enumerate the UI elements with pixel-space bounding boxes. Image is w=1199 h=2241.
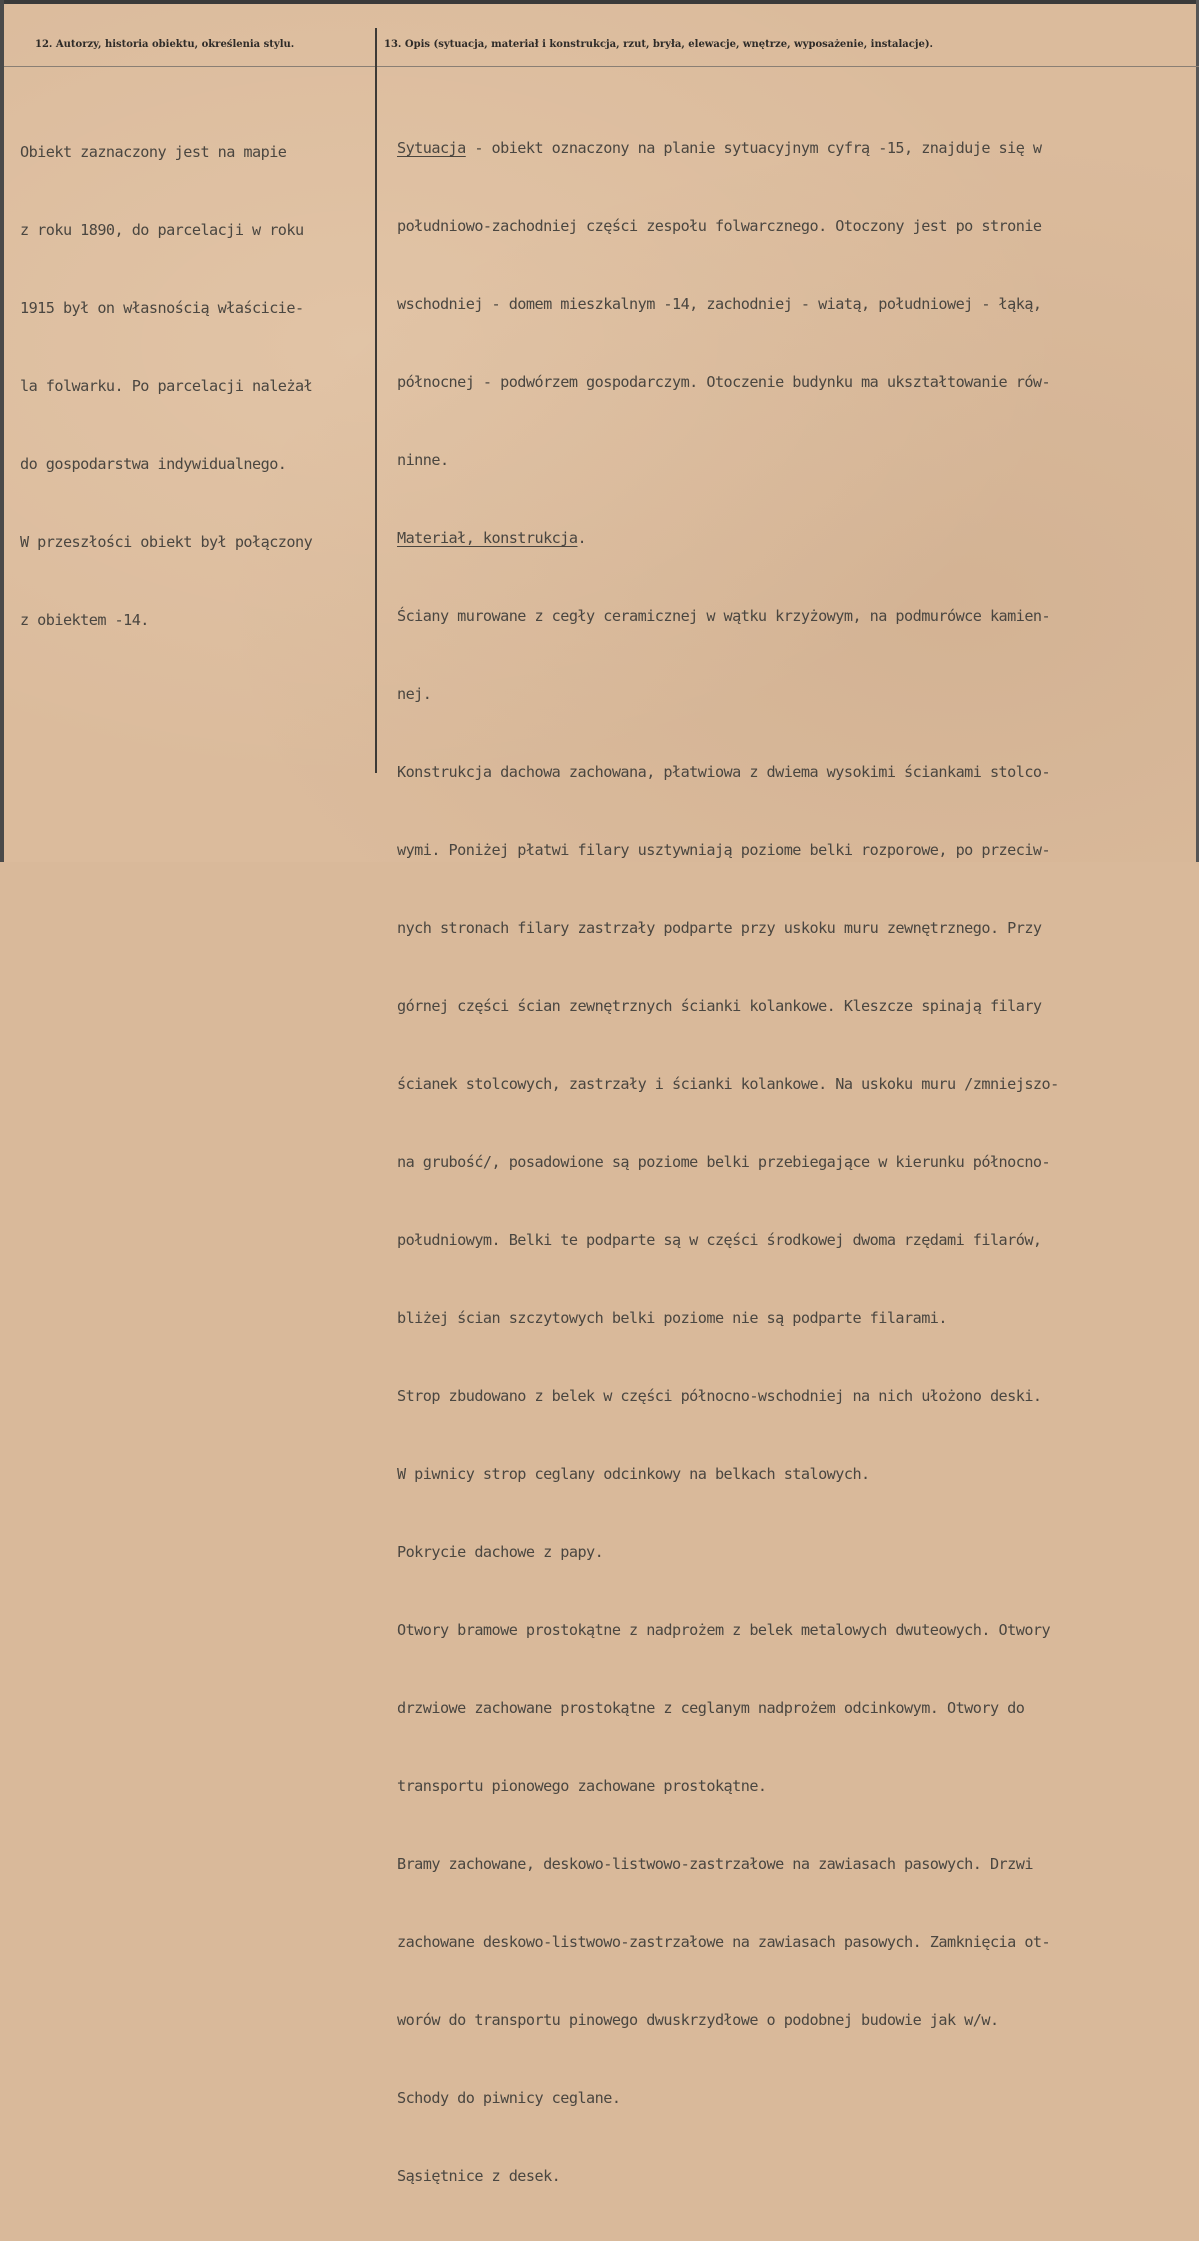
history-line: 1915 był on własnością właściciе-	[20, 299, 304, 317]
history-line: z roku 1890, do parcelacji w roku	[20, 221, 304, 239]
history-line: Obiekt zaznaczony jest na mapie	[20, 143, 287, 161]
description-line: Ściany murowane z cegły ceramicznej w wątku krzyżowym, na podmurówce kamien-	[397, 607, 1051, 625]
scan-border-left	[0, 0, 4, 862]
sytuacja-first-line: - obiekt oznaczony na planie sytuacyjnym cyfrą -15, znajduje się w	[465, 139, 1042, 157]
material-heading: Materiał, konstrukcja	[397, 529, 578, 547]
scan-border-top	[0, 0, 1199, 4]
description-line: Schody do piwnicy ceglane.	[397, 2089, 621, 2107]
description-line: ścianek stolcowych, zastrzały i ścianki kolankowe. Na uskoku muru /zmniejszo-	[397, 1075, 1059, 1093]
description-line: zachowane deskowo-listwowo-zastrzałowe na zawiasach pasowych. Zamknięcia ot-	[397, 1933, 1051, 1951]
history-line: do gospodarstwa indywidualnego.	[20, 455, 287, 473]
description-line: Otwory bramowe prostokątne z nadprożem z belek metalowych dwuteowych. Otwory	[397, 1621, 1051, 1639]
history-text	[20, 87, 312, 685]
history-line: la folwarku. Po parcelacji należał	[20, 377, 313, 395]
material-heading-period: .	[577, 529, 587, 547]
description-line: nej.	[397, 685, 432, 703]
section-13-heading: 13. Opis (sytuacja, materiał i konstrukcja, rzut, bryła, elewacje, wnętrze, wyposażenie, instalacje).	[384, 39, 934, 50]
header-rule	[4, 66, 1199, 67]
sytuacja-heading: Sytuacja	[397, 139, 466, 157]
description-text	[397, 83, 1059, 2241]
description-line: Strop zbudowano z belek w części północno-wschodniej na nich ułożono deski.	[397, 1387, 1042, 1405]
description-line: drzwiowe zachowane prostokątne z ceglanym nadprożem odcinkowym. Otwory do	[397, 1699, 1025, 1717]
description-line: południowo-zachodniej części zespołu folwarcznego. Otoczony jest po stronie	[397, 217, 1042, 235]
description-line: górnej części ścian zewnętrznych ścianki kolankowe. Kleszcze spinają filary	[397, 997, 1042, 1015]
history-line: z obiektem -14.	[20, 611, 149, 629]
history-line: W przeszłości obiekt był połączony	[20, 533, 313, 551]
description-line: Sąsiętnice z desek.	[397, 2167, 561, 2185]
description-line: nych stronach filary zastrzały podparte przy uskoku muru zewnętrznego. Przy	[397, 919, 1042, 937]
description-line: Pokrycie dachowe z papy.	[397, 1543, 604, 1561]
description-line	[397, 135, 1059, 161]
description-line: wschodniej - domem mieszkalnym -14, zachodniej - wiatą, południowej - łąką,	[397, 295, 1042, 313]
description-line: W piwnicy strop ceglany odcinkowy na belkach stalowych.	[397, 1465, 870, 1483]
description-line: wymi. Poniżej płatwi filary usztywniają poziome belki rozporowe, po przeciw-	[397, 841, 1051, 859]
description-line: ninne.	[397, 451, 449, 469]
description-line	[397, 525, 1059, 551]
description-line: północnej - podwórzem gospodarczym. Otoczenie budynku ma ukształtowanie rów-	[397, 373, 1051, 391]
description-line: Konstrukcja dachowa zachowana, płatwiowa z dwiema wysokimi ściankami stolco-	[397, 763, 1051, 781]
description-line: transportu pionowego zachowane prostokątne.	[397, 1777, 767, 1795]
description-line: bliżej ścian szczytowych belki poziome nie są podparte filarami.	[397, 1309, 947, 1327]
section-12-heading: 12. Autorzy, historia obiektu, określenia stylu.	[35, 39, 295, 50]
description-line: Bramy zachowane, deskowo-listwowo-zastrzałowe na zawiasach pasowych. Drzwi	[397, 1855, 1033, 1873]
description-line: na grubość/, posadowione są poziome belki przebiegające w kierunku północno-	[397, 1153, 1051, 1171]
description-line: południowym. Belki te podparte są w części środkowej dwoma rzędami filarów,	[397, 1231, 1042, 1249]
column-divider	[375, 28, 377, 773]
description-line: worów do transportu pinowego dwuskrzydłowe o podobnej budowie jak w/w.	[397, 2011, 999, 2029]
